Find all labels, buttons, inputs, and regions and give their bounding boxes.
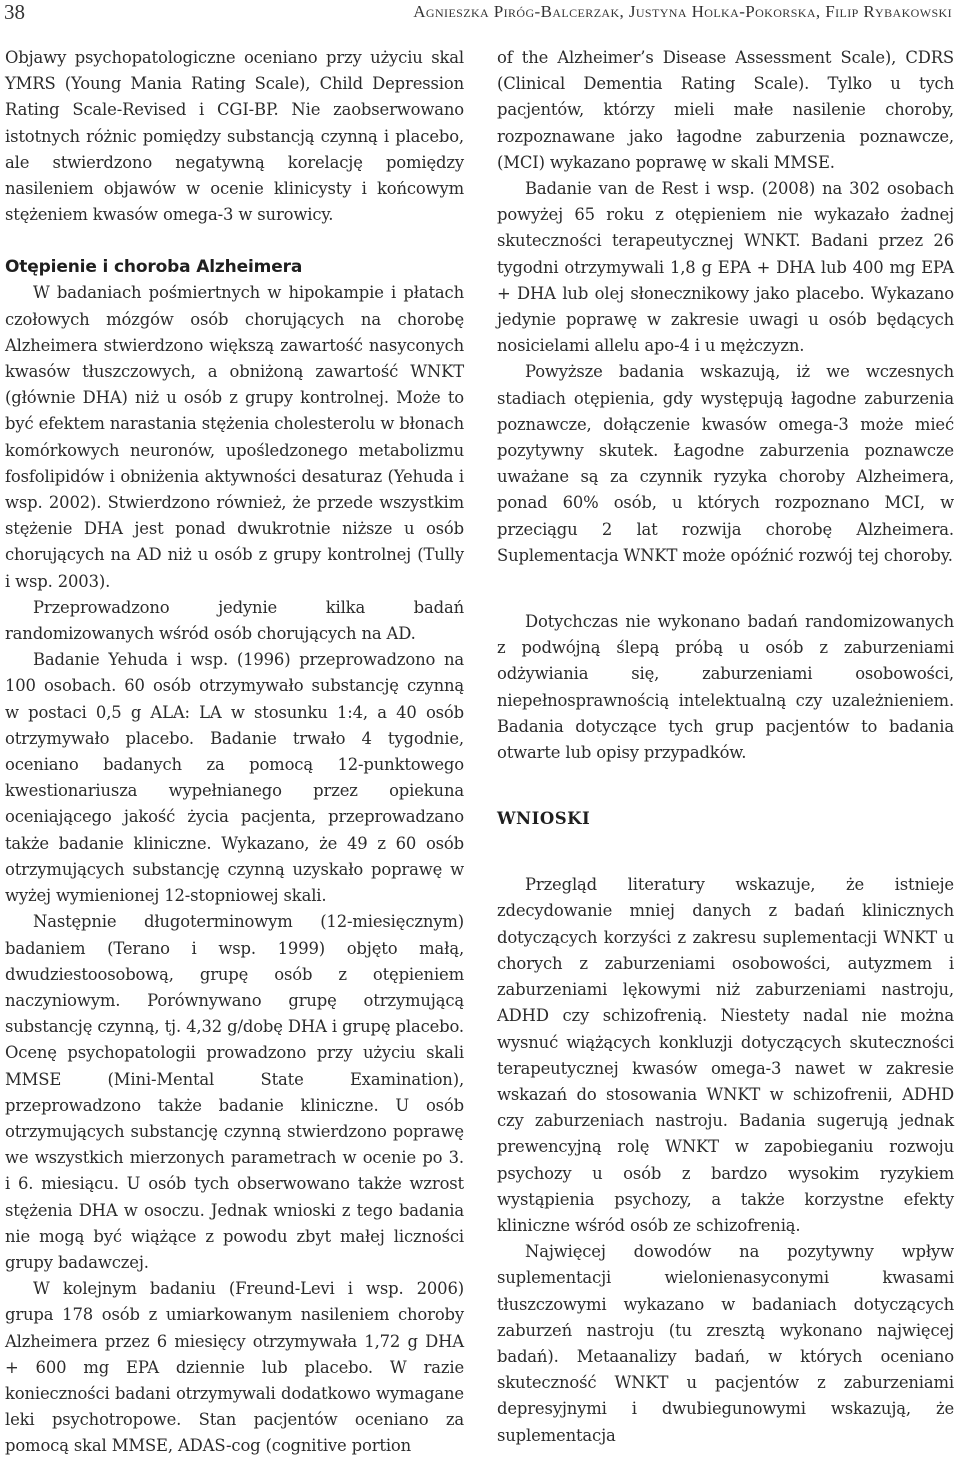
body-paragraph: Powyższe badania wskazują, iż we wczesnych stadiach otępienia, gdy występują łagodne zaburzenia poznawcze, dołączenie kwasów omega-3 może mieć pozytywny skutek. Łagodne zaburzenia poznawcze uważane są za czynnik ryzyka choroby Alzheimera, ponad 60% osób, u których rozpoznano MCI, w przeciągu 2 lat rozwija chorobę Alzheimera. Suplementacja WNKT może opóźnić rozwój tej choroby.: [497, 362, 954, 565]
body-paragraph: W badaniach pośmiertnych w hipokampie i płatach czołowych mózgów osób chorujących na chorobę Alzheimera stwierdzono większą zawartość nasyconych kwasów tłuszczowych, a obniżoną zawartość WNKT (głównie DHA) niż u osób z grupy kontrolnej. Może to być efektem narastania stężenia cholesterolu w błonach komórkowych neuronów, upośledzonego metabolizmu fosfolipidów i obniżenia aktywności desaturaz (Yehuda i wsp. 2002). Stwierdzono również, że przede wszystkim stężenie DHA jest ponad dwukrotnie niższe u osób chorujących na AD niż u osób z grupy kontrolnej (Tully i wsp. 2003).: [5, 283, 464, 591]
page-number: 38: [4, 0, 25, 24]
body-paragraph: Przegląd literatury wskazuje, że istnieje zdecydowanie mniej danych z badań klinicznych dotyczących korzyści z zakresu suplementacji WNKT u chorych z zaburzeniami osobowości, autyzmem i zaburzeniami lękowymi niż zaburzeniami nastroju, ADHD czy schizofrenią. Niestety nadal nie można wysnuć wiążących konkluzji dotyczących skuteczności terapeutycznej kwasów omega-3 nawet w zakresie wskazań do stosowania WNKT w schizofrenii, ADHD czy zaburzeniach nastroju. Badania sugerują jednak prewencyjną rolę WNKT w zapobieganiu rozwoju psychozy u osób z bardzo wysokim ryzykiem wystąpienia psychozy, a także korzystne efekty kliniczne wśród osób ze schizofrenią.: [497, 875, 954, 1235]
body-paragraph: Dotychczas nie wykonano badań randomizowanych z podwójną ślepą próbą u osób z zaburzeniami odżywiania się, zaburzeniami osobowości, niepełnosprawnością intelektualną czy uzależnieniem. Badania dotyczące tych grup pacjentów to badania otwarte lub opisy przypadków.: [497, 612, 954, 763]
body-paragraph: Najwięcej dowodów na pozytywny wpływ suplementacji wielonienasyconymi kwasami tłuszczowymi wykazano w badaniach dotyczących zaburzeń nastroju (tu zresztą wykonano najwięcej badań). Metaanalizy badań, w których oceniano skuteczność WNKT u pacjentów z zaburzeniami depresyjnymi i dwubiegunowymi wskazują, że suplementacja: [497, 1242, 954, 1445]
body-paragraph: Badanie van de Rest i wsp. (2008) na 302 osobach powyżej 65 roku z otępieniem nie wykazało żadnej skuteczności terapeutycznej WNKT. Badani przez 26 tygodni otrzymywali 1,8 g EPA + DHA lub 400 mg EPA + DHA lub olej słonecznikowy jako placebo. Wykazano jedynie poprawę w zakresie uwagi u osób będących nosicielami allelu apo-4 i u mężczyzn.: [497, 179, 954, 356]
section-heading-conclusions: WNIOSKI: [497, 809, 591, 829]
running-head-authors: Agnieszka Piróg-Balcerzak, Justyna Holka-Pokorska, Filip Rybakowski: [413, 2, 952, 21]
right-column: [497, 45, 954, 1449]
body-paragraph-continued: of the Alzheimer’s Disease Assessment Scale), CDRS (Clinical Dementia Rating Scale). Tylko u tych pacjentów, którzy mieli małe nasilenie choroby, rozpoznawane jako łagodne zaburzenia poznawcze, (MCI) wykazano poprawę w skali MMSE.: [497, 48, 954, 172]
body-paragraph: W kolejnym badaniu (Freund-Levi i wsp. 2006) grupa 178 osób z umiarkowanym nasileniem choroby Alzheimera przez 6 miesięcy otrzymywała 1,72 g DHA + 600 mg EPA dziennie lub placebo. W razie konieczności badani otrzymywali dodatkowo wymagane leki psychotropowe. Stan pacjentów oceniano za pomocą skal MMSE, ADAS-cog (cognitive portion: [5, 1279, 464, 1456]
body-paragraph: Następnie długoterminowym (12-miesięcznym) badaniem (Terano i wsp. 1999) objęto małą, dwudziestoosobową, grupę osób z otępieniem naczyniowym. Porównywano grupę otrzymującą substancję czynną, tj. 4,32 g/dobę DHA i grupę placebo. Ocenę psychopatologii prowadzono przy użyciu skali MMSE (Mini-Mental State Examination), przeprowadzono także badanie kliniczne. U osób otrzymujących substancję czynną stwierdzono poprawę we wszystkich mierzonych parametrach w ocenie po 3. i 6. miesiącu. U osób tych obserwowano także wzrost stężenia DHA w osoczu. Jednak wnioski z tego badania nie mogą być wiążące z powodu zbyt małej liczności grupy badawczej.: [5, 912, 464, 1272]
intro-paragraph: Objawy psychopatologiczne oceniano przy użyciu skal YMRS (Young Mania Rating Scale), Child Depression Rating Scale-Revised i CGI-BP. Nie zaobserwowano istotnych różnic pomiędzy substancją czynną i placebo, ale stwierdzono negatywną korelację pomiędzy nasileniem objawów w ocenie klinicysty i końcowym stężeniem kwasów omega-3 w surowicy.: [5, 48, 464, 225]
page-header: [4, 0, 952, 28]
section-heading-alzheimer: Otępienie i choroba Alzheimera: [5, 257, 303, 278]
body-paragraph: Badanie Yehuda i wsp. (1996) przeprowadzono na 100 osobach. 60 osób otrzymywało substancję czynną w postaci 0,5 g ALA: LA w stosunku 1:4, a 40 osób otrzymywało placebo. Badanie trwało 4 tygodnie, oceniano badanych za pomocą 12-punktowego kwestionariusza wypełnianego przez opiekuna oceniającego jakość życia pacjenta, przeprowadzano także badanie kliniczne. Wykazano, że 49 z 60 osób otrzymujących substancję czynną uzyskało poprawę w wyżej wymienionej 12-stopniowej skali.: [5, 650, 464, 906]
left-column: [5, 45, 464, 1460]
body-paragraph: Przeprowadzono jedynie kilka badań randomizowanych wśród osób chorujących na AD.: [5, 597, 464, 644]
